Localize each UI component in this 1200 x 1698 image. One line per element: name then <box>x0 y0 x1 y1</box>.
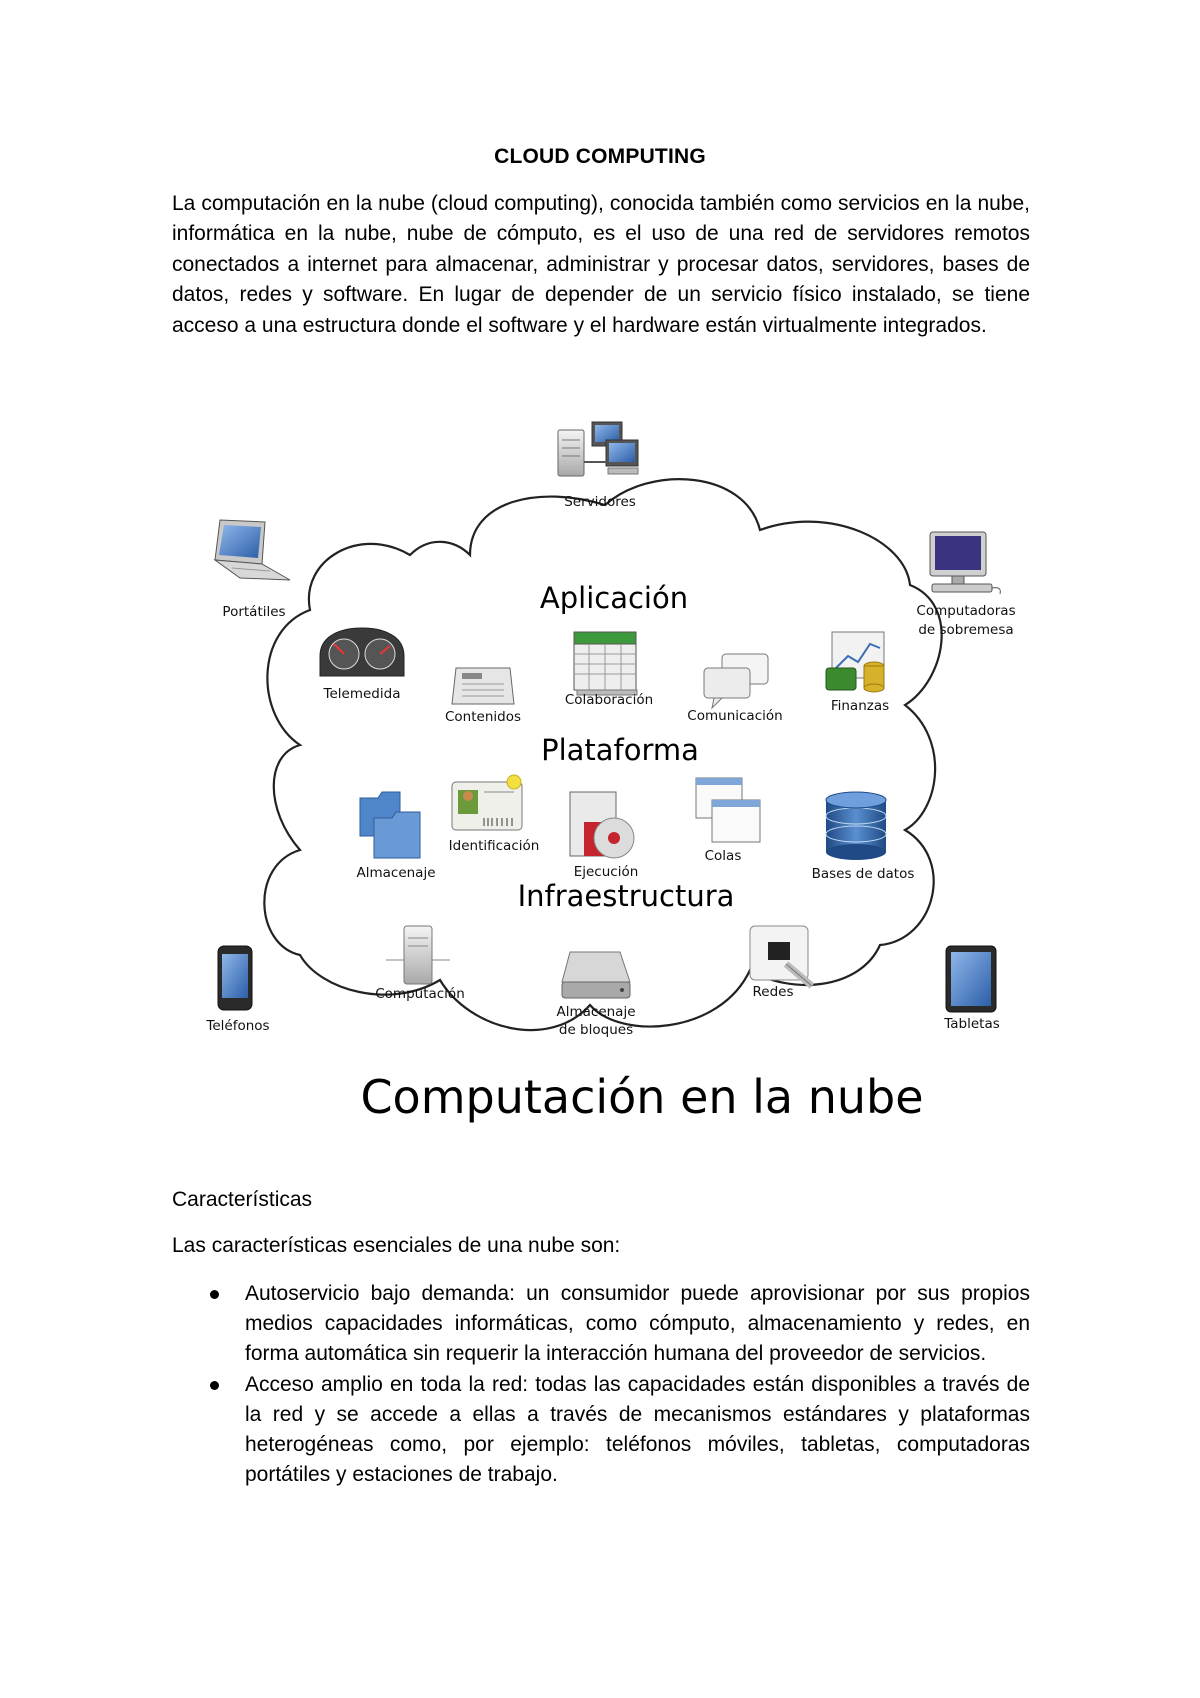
phones-label: Teléfonos <box>206 1018 270 1034</box>
cloud-computing-diagram <box>0 410 1200 1130</box>
communication-label: Comunicación <box>687 708 783 724</box>
databases-label: Bases de datos <box>811 866 915 882</box>
lead-sentence: Las características esenciales de una nube son: <box>172 1234 621 1257</box>
bullet-icon <box>210 1290 219 1299</box>
application-layer-heading: Aplicación <box>539 581 689 615</box>
content-label: Contenidos <box>444 709 522 725</box>
identity-label: Identificación <box>448 838 540 854</box>
tablets-label: Tabletas <box>944 1016 1000 1032</box>
servers-label: Servidores <box>564 494 636 510</box>
database-icon <box>826 792 886 860</box>
gauge-icon <box>320 628 404 676</box>
finance-label: Finanzas <box>830 698 890 714</box>
queues-label: Colas <box>704 848 742 864</box>
collaboration-label: Colaboración <box>564 692 654 708</box>
id-card-icon <box>452 775 522 830</box>
list-item <box>172 1279 1030 1370</box>
block-storage-label-line2: de bloques <box>558 1022 634 1038</box>
hard-drive-icon <box>562 952 630 998</box>
laptop-icon <box>215 520 290 580</box>
list-item-text: Autoservicio bajo demanda: un consumidor puede aprovisionar por sus propios medios capacidades informáticas, como cómputo, almacenamiento y redes, en forma automática sin requerir la interacción humana del proveedor de servicios. <box>245 1282 1030 1366</box>
block-storage-label-line1: Almacenaje <box>556 1004 636 1020</box>
list-item-text: Acceso amplio en toda la red: todas las capacidades están disponibles a través de la red y se accede a ellas a través de mecanismos estándares y plataformas heterogéneas como, por ejemplo: teléfonos móviles, tabletas, computadoras portátiles y estaciones de trabajo. <box>245 1372 1030 1487</box>
calendar-icon <box>574 632 637 695</box>
diagram-title: Computación en la nube <box>360 1070 924 1124</box>
server-icon <box>558 422 638 476</box>
list-item <box>172 1370 1030 1491</box>
compute-label: Computación <box>375 986 465 1002</box>
network-socket-icon <box>750 926 812 986</box>
desktops-label-line1: Computadoras <box>916 603 1016 619</box>
characteristics-list <box>172 1279 1030 1490</box>
bullet-icon <box>210 1381 219 1390</box>
section-heading: Características <box>172 1188 313 1211</box>
document-title: CLOUD COMPUTING <box>494 145 706 168</box>
phone-icon <box>218 946 252 1010</box>
newspaper-icon <box>452 668 514 704</box>
runtime-label: Ejecución <box>573 864 639 880</box>
network-label: Redes <box>752 984 794 1000</box>
desktops-label-line2: de sobremesa <box>918 622 1014 638</box>
storage-label: Almacenaje <box>356 865 436 881</box>
laptops-label: Portátiles <box>222 604 286 620</box>
desktop-icon <box>930 532 1000 594</box>
finance-chart-icon <box>826 632 884 692</box>
platform-layer-heading: Plataforma <box>541 733 699 767</box>
intro-paragraph: La computación en la nube (cloud computing), conocida también como servicios en la nube, informática en la nube, nube de cómputo, es el uso de una red de servidores remotos conectados a internet para almacenar, administrar y procesar datos, servidores, bases de datos, redes y software. En lugar de depender de un servicio físico instalado, se tiene acceso a una estructura donde el software y el hardware están virtualmente integrados. <box>172 192 1030 337</box>
tablet-icon <box>946 946 996 1012</box>
telemetry-label: Telemedida <box>323 686 401 702</box>
infrastructure-layer-heading: Infraestructura <box>517 879 735 913</box>
